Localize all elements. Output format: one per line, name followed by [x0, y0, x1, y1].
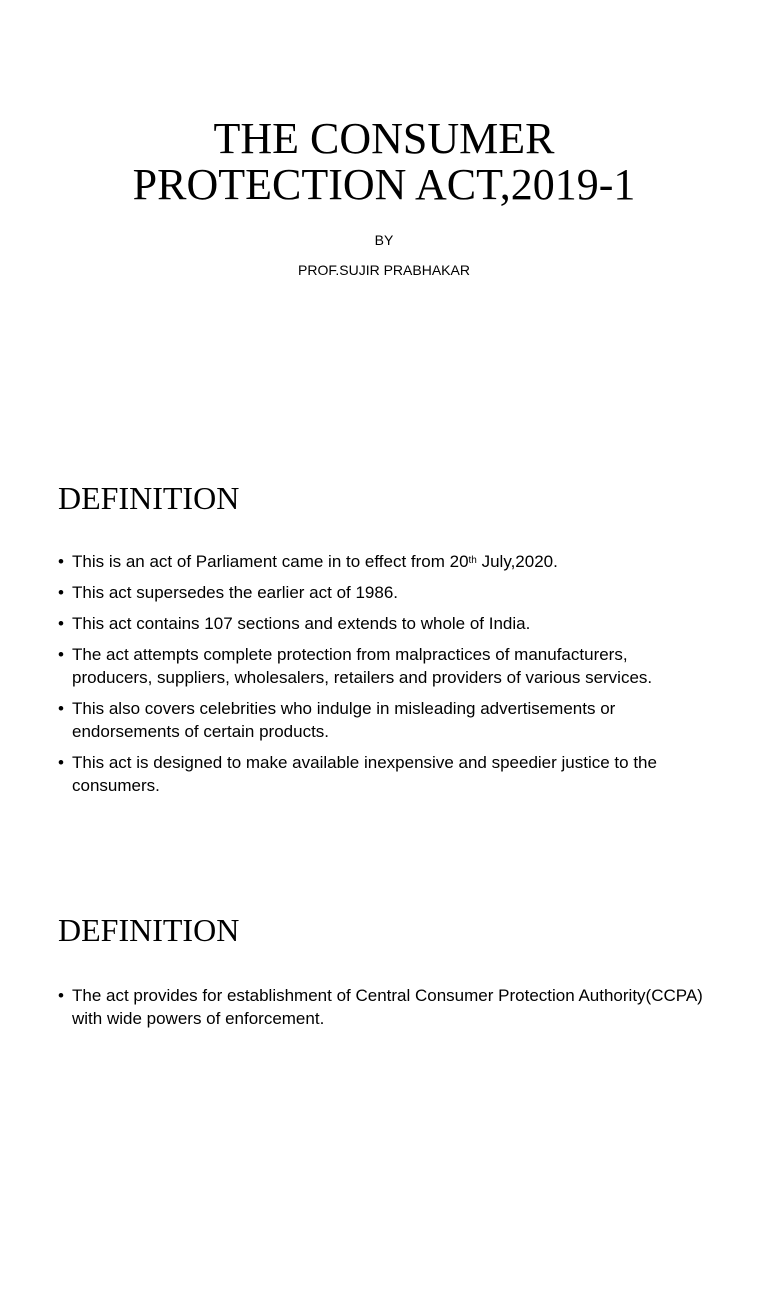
bullet-list [58, 550, 708, 805]
bullet-icon: • [58, 986, 64, 1005]
title-slide [0, 0, 768, 432]
bullet-icon: • [58, 552, 64, 571]
list-item [58, 550, 708, 573]
title-line-2: PROTECTION ACT,2019-1 [132, 160, 636, 209]
bullet-text: This act is designed to make available inexpensive and speedier justice to the consumers. [72, 753, 657, 795]
list-item [58, 643, 708, 689]
bullet-text-pre: This is an act of Parliament came in to effect from 20 [72, 552, 469, 571]
bullet-icon: • [58, 645, 64, 664]
bullet-text-post: July,2020. [476, 552, 558, 571]
list-item [58, 697, 708, 743]
bullet-icon: • [58, 614, 64, 633]
by-label: BY [374, 232, 394, 248]
title-line-1: THE CONSUMER [213, 114, 555, 163]
bullet-text: The act provides for establishment of Central Consumer Protection Authority(CCPA) with wide powers of enforcement. [72, 986, 703, 1028]
ordinal-suffix: th [468, 555, 477, 566]
definition-slide-2 [0, 864, 768, 1296]
bullet-icon: • [58, 753, 64, 772]
author-name: PROF.SUJIR PRABHAKAR [298, 262, 470, 278]
bullet-text: The act attempts complete protection from malpractices of manufacturers, producers, suppliers, wholesalers, retailers and providers of various services. [72, 645, 653, 687]
list-item [58, 581, 708, 604]
list-item [58, 984, 708, 1030]
list-item [58, 612, 708, 635]
bullet-text: This act contains 107 sections and extends to whole of India. [72, 614, 531, 633]
slide-heading: DEFINITION [58, 480, 240, 516]
list-item [58, 751, 708, 797]
bullet-text: This also covers celebrities who indulge in misleading advertisements or endorsements of certain products. [72, 699, 616, 741]
bullet-icon: • [58, 699, 64, 718]
presentation-title [0, 116, 768, 208]
definition-slide-1 [0, 432, 768, 864]
bullet-icon: • [58, 583, 64, 602]
slide-heading: DEFINITION [58, 912, 240, 948]
bullet-list [58, 984, 708, 1038]
bullet-text: This act supersedes the earlier act of 1986. [72, 583, 399, 602]
